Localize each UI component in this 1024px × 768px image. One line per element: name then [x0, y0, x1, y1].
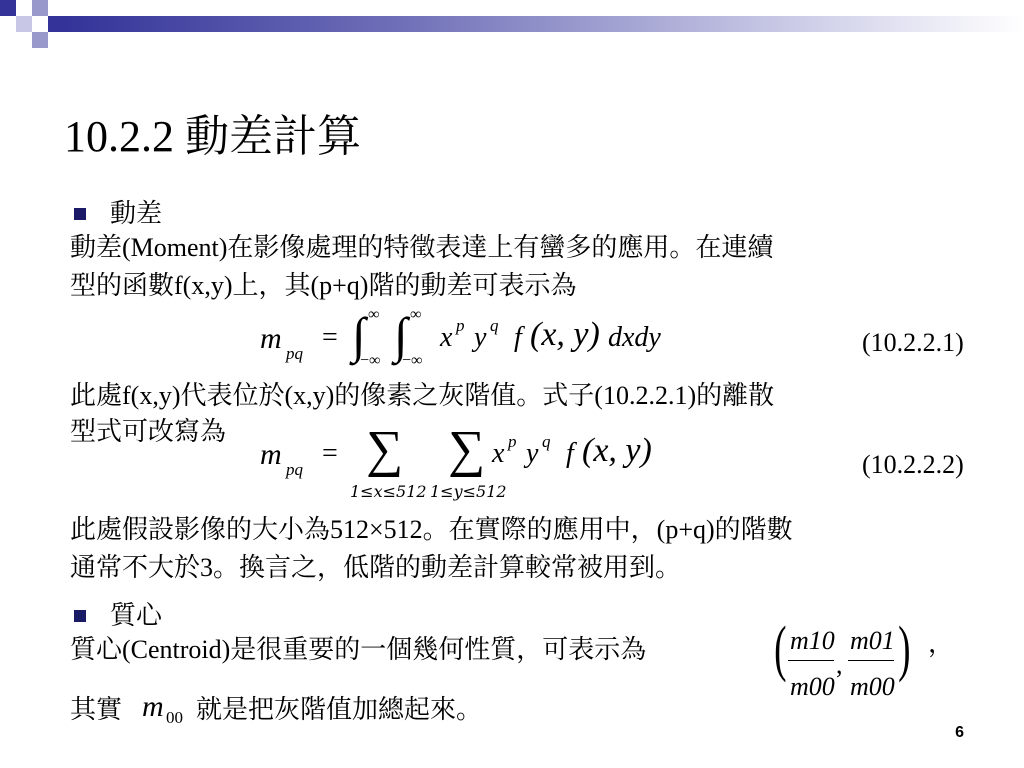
moment-text-line2: 型的函數f(x,y)上，其(p+q)階的動差可表示為: [70, 271, 577, 300]
section-heading-moment: 動差: [110, 199, 163, 228]
fraction-bar: [788, 660, 834, 661]
right-paren: ): [898, 615, 911, 683]
m00-subscript: 00: [166, 708, 183, 727]
image-size-text-line2: 通常不大於3。換言之，低階的動差計算較常被用到。: [70, 553, 682, 582]
discrete-text-line1: 此處f(x,y)代表位於(x,y)的像素之灰階值。式子(10.2.2.1)的離散: [70, 381, 775, 410]
integral-sign: ∫: [352, 307, 366, 363]
m00-symbol: m: [142, 690, 164, 723]
bullet-icon: [74, 208, 86, 220]
summation-sign: ∑: [366, 421, 404, 478]
summation-sign: ∑: [448, 421, 486, 478]
page-number: 6: [955, 724, 964, 741]
moment-text-line1: 動差(Moment)在影像處理的特徵表達上有蠻多的應用。在連續: [70, 233, 774, 262]
centroid-comma: ，: [928, 629, 955, 658]
decor-square: [16, 16, 32, 32]
comma: ,: [836, 650, 843, 679]
equation-number-2: (10.2.2.2): [862, 450, 964, 479]
equation-number-1: (10.2.2.1): [862, 328, 964, 357]
centroid-text-line1: 質心(Centroid)是很重要的一個幾何性質，可表示為: [70, 635, 647, 664]
decor-square: [48, 16, 64, 32]
image-size-text-line1: 此處假設影像的大小為512×512。在實際的應用中，(p+q)的階數: [70, 515, 793, 544]
centroid-text-line2-pre: 其實: [70, 695, 123, 724]
decor-square: [32, 32, 48, 48]
decor-square: [32, 0, 48, 16]
decor-gradient-bar: [64, 16, 1024, 32]
bullet-icon: [74, 610, 86, 622]
left-paren: (: [774, 615, 787, 683]
centroid-text-line2-post: 就是把灰階值加總起來。: [196, 695, 483, 724]
slide-title: 10.2.2 動差計算: [64, 112, 361, 161]
fraction-bar: [848, 660, 894, 661]
decor-square: [0, 0, 16, 16]
integral-sign: ∫: [394, 307, 408, 363]
discrete-text-line2: 型式可改寫為: [70, 417, 227, 446]
section-heading-centroid: 質心: [110, 601, 163, 630]
